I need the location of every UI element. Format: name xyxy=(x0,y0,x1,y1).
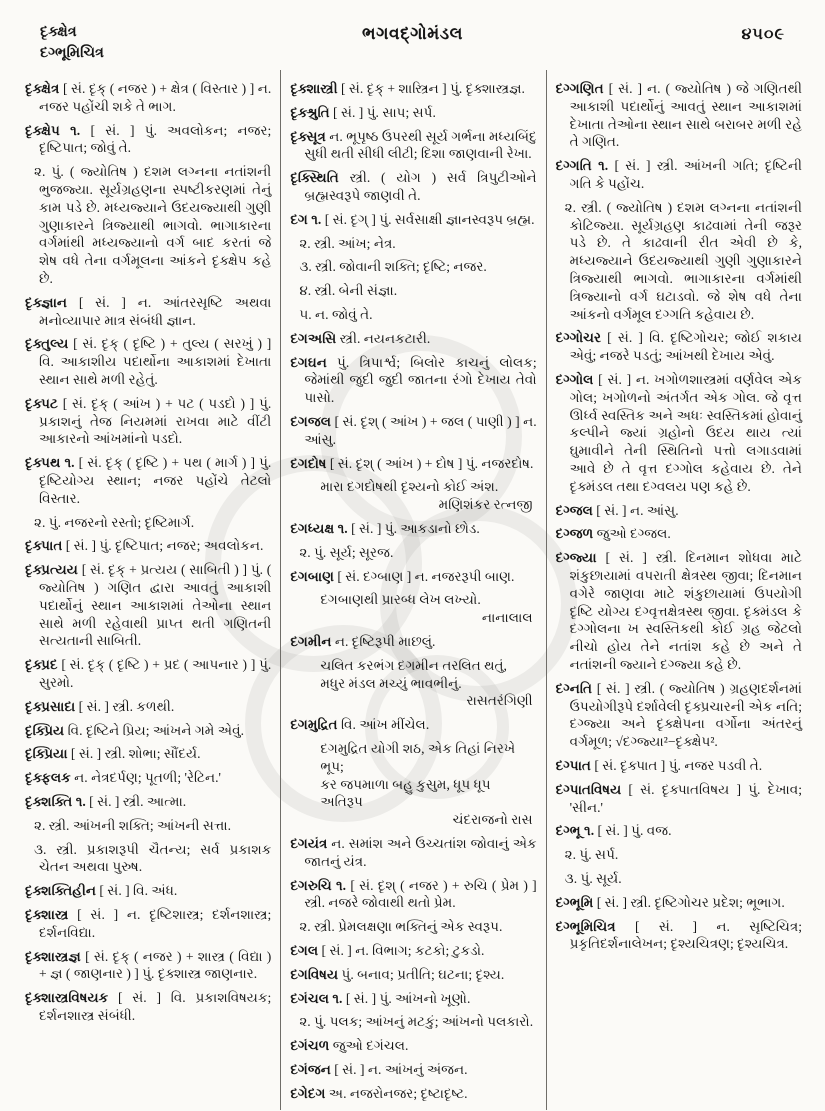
headword: દૃક્શાસ્ત્ર xyxy=(25,906,69,922)
headword: દગદોષ xyxy=(290,455,327,471)
headword: દગ્ગતિ ૧. xyxy=(555,158,609,174)
book-title: ભગવદ્ગોમંડલ xyxy=(362,24,463,43)
dictionary-entry: દૃક્પ્રસાદા [ સં. ] સ્ત્રી. કળથી. xyxy=(25,698,175,714)
quote-attribution: ચંદરાજનો રાસ xyxy=(452,812,533,828)
headword: દગ્પાતવિષય xyxy=(555,781,622,797)
dictionary-entry: દૃક્સ્થિતિ સ્ત્રી. ( યોગ ) સર્વ ત્રિપુટીઓને બ્રહ્મસ્વરૂપે જાણવી તે. xyxy=(290,170,537,204)
dictionary-entry: દૃક્શાસ્ત્રી [ સં. દૃક્ + શાસ્ત્રિન ] પું. દૃક્શાસ્ત્રજ્ઞ. xyxy=(290,81,525,97)
dictionary-entry: દગંચલ ૧. [ સં. ] પું. આંખનો ખૂણો. xyxy=(290,990,471,1006)
headword: દગંજન xyxy=(290,1061,331,1077)
headword: દૃક્શાસ્ત્રજ્ઞ xyxy=(25,948,81,964)
headword: દગમુદ્રિત xyxy=(290,717,338,733)
dictionary-entry: દગયંત્ર ન. સમાંશ અને ઉચ્ચતાંશ જોવાનું એક જાતનું યંત્ર. xyxy=(290,835,537,869)
dictionary-entry: દગ્ગતિ ૧. [ સં. ] સ્ત્રી. આંખની ગતિ; દૃષ્ટિની ગતિ કે પહોંચ. xyxy=(555,158,802,192)
dictionary-entry: દૃક્સૂત્ર ન. ભૂપૃષ્ઠ ઉપરથી સૂર્ય ગર્ભના મધ્યબિંદુ સુધી થતી સીધી લીટી; દિશા જાણવાની રેખા. xyxy=(290,128,537,162)
headword: દગ્જળ xyxy=(555,526,594,542)
headword: દૃક્પ્રિય xyxy=(25,722,65,738)
guide-word-first: દૃક્ક્ષેત્ર xyxy=(40,24,77,40)
sense-line: ૨. પું. સર્પ. xyxy=(564,847,619,863)
dictionary-entry: દૃક્શાસ્ત્રવિષયક [ સં. ] વિ. પ્રકાશવિષયક; દર્શનશાસ્ત્ર સંબંધી. xyxy=(25,990,272,1023)
dictionary-entry: દગંજન [ સં. ] ન. આંખનું અંજન. xyxy=(290,1061,468,1077)
headword: દગમીન xyxy=(290,633,332,649)
dictionary-entry: દૃક્શક્તિ ૧. [ સં. ] સ્ત્રી. આત્મા. xyxy=(25,793,187,809)
dictionary-entry: દૃક્શાસ્ત્ર [ સં. ] ન. દૃષ્ટિશાસ્ત્ર; દર્શનશાસ્ત્ર; દર્શનવિદ્યા. xyxy=(25,906,272,940)
sense-line: ૨. પું. ( જ્યોતિષ ) દશમ લગ્નના નતાંશની ભુજજ્યા. સૂર્યગ્રહણના સ્પષ્ટીકરણમાં તેનું કામ પડે છે. મધ્યજ્યાને ઉદયજ્યાથી ગુણી ગુણાકારને ત્રિજ્યાથી ભાગવો. ભાગાકારના વર્ગમાંથી મધ્યજ્યાનો વર્ગ બાદ કરતાં જે શેષ વધે તેના વર્ગમૂલના આંકને દૃક્ક્ષેપ કહે છે. xyxy=(34,164,272,286)
dictionary-entry: દગ્ગણિત [ સં. ] ન. ( જ્યોતિષ ) જે ગણિતથી આકાશી પદાર્થોનું આવતું સ્થાન આકાશમાં દેખાતા તેઓના સ્થાન સાથે બરાબર મળી રહે તે ગણિત. xyxy=(555,81,802,150)
dictionary-entry: દગઅસિ સ્ત્રી. નયનકટારી. xyxy=(290,330,431,346)
headword: દગ ૧. xyxy=(290,211,322,227)
dictionary-entry: દગરુચિ ૧. [ સં. દૃશ્ ( નજર ) + રુચિ ( પ્રેમ ) ] સ્ત્રી. નજરે જોવાથી થતો પ્રેમ. xyxy=(290,877,537,911)
sense-line: ૩. પું. સૂર્ય. xyxy=(564,870,622,886)
guide-word-last: દગ્ભૂમિચિત્ર xyxy=(40,45,104,62)
headword: દૃક્ક્ષેપ ૧. xyxy=(25,122,81,138)
citation-quote xyxy=(290,478,536,514)
dictionary-entry: દૃક્ક્ષેત્ર [ સં. દૃક્ ( નજર ) + ક્ષેત્ર ( વિસ્તાર ) ] ન. નજર પહોંચી શકે તે ભાગ. xyxy=(25,81,272,114)
headword: દૃક્શાસ્ત્રી xyxy=(290,81,338,97)
dictionary-entry: દગ્ભૂ ૧. [ સં. ] પું. વજ. xyxy=(555,823,672,839)
dictionary-entry: દગબાણ [ સં. દગ્બાણ ] ન. નજરરૂપી બાણ. xyxy=(290,568,515,584)
headword: દૃક્જ્ઞાન xyxy=(25,294,68,310)
sense-line: ૨. સ્ત્રી. આંખની શક્તિ; આંખની સત્તા. xyxy=(34,817,232,833)
dictionary-entry: દૃક્પાત [ સં. ] પું. દૃષ્ટિપાત; નજર; અવલોકન. xyxy=(25,538,264,554)
quote-line: ચલિત કરભંગ દગમીન તરલિત થતું, xyxy=(320,657,507,673)
sense-line: ૨. પું. પલક; આંખનું મટકું; આંખનો પલકારો. xyxy=(299,1014,534,1030)
citation-quote xyxy=(290,591,536,627)
guide-words xyxy=(40,22,255,64)
dictionary-entry: દૃક્પ્રિય વિ. દૃષ્ટિને પ્રિય; આંખને ગમે એવું. xyxy=(25,722,244,738)
dictionary-entry: દગ્ગોલ [ સં. ] ન. ખગોળશાસ્ત્રમાં વર્ણવેલ એક ગોલ; ખગોળનો અંતર્ગત એક ગોલ. જે વૃત્ત ઊર્ધ્વ સ્વસ્તિક અને અધઃ સ્વસ્તિકમાં હોવાનું કલ્પીને જ્યાં ગ્રહોનો ઉદય થાય ત્યાં ઘુમાવીને તેની સ્થિતિનો પત્તો લગાડવામાં આવે છે તે વૃત્ત દગ્ગોલ કહેવાય છે. તેને દૃક્મંડલ તથા દગ્વલય પણ કહે છે. xyxy=(555,371,802,494)
dictionary-entry: દૃક્શક્તિહીન [ સં. ] વિ. અંધ. xyxy=(25,883,178,899)
headword: દૃક્શક્તિહીન xyxy=(25,883,96,899)
headword: દગરુચિ ૧. xyxy=(290,877,347,893)
citation-quote xyxy=(290,740,536,829)
headword: દૃક્ક્ષેત્ર xyxy=(25,81,60,97)
dictionary-entry: દૃક્ફલક ન. નેત્રદર્પણ; પૂતળી; 'રેટિન.' xyxy=(25,770,221,786)
headword: દગવિષય xyxy=(290,966,339,982)
dictionary-column xyxy=(280,70,545,1110)
text-columns xyxy=(16,70,811,1110)
headword: દૃક્પ્રત્યય xyxy=(25,562,78,578)
headword: દગયંત્ર xyxy=(290,835,328,851)
running-head xyxy=(0,0,825,66)
dictionary-entry: દગમુદ્રિત વિ. આંખ મીંચેલ. xyxy=(290,717,430,733)
sense-line: ૨. પું. સૂર્ય; સૂરજ. xyxy=(299,544,394,560)
sense-line: ૨. પું. નજરનો રસ્તો; દૃષ્ટિમાર્ગ. xyxy=(34,514,195,530)
dictionary-column xyxy=(16,70,280,1110)
dictionary-entry: દગજલ [ સં. દૃશ્ ( આંખ ) + જલ ( પાણી ) ] ન. આંસુ. xyxy=(290,413,537,447)
headword: દૃક્પટ xyxy=(25,395,58,411)
dictionary-entry: દગ્જલ [ સં. ] ન. આંસુ. xyxy=(555,502,679,518)
headword: દગ્ગોચર xyxy=(555,330,601,346)
headword: દૃક્પ્રિયા xyxy=(25,746,68,762)
dictionary-entry: દગ ૧. [ સં. દૃગ્ ] પું. સર્વસાક્ષી જ્ઞાનસ્વરૂપ બ્રહ્મ. xyxy=(290,211,535,227)
sense-line: ૨. સ્ત્રી. ( જ્યોતિષ ) દશમ લગ્નના નતાંશની કોટિજ્યા. સૂર્યગ્રહણ કાઢવામાં તેની જરૂર પડે છે. તે કાઢવાની રીત એવી છે કે, મધ્યજ્યાને ઉદયજ્યાથી ગુણી ગુણાકારને ત્રિજ્યાથી ભાગવો. ભાગાકારના વર્ગમાંથી ત્રિજ્યાનો વર્ગ ઘટાડવો. જે શેષ વધે તેના આંકનો વર્ગમૂલ દગ્ગતિ કહેવાય છે. xyxy=(564,199,802,322)
headword: દગધ્યક્ષ ૧. xyxy=(290,520,348,536)
dictionary-entry: દગઘન પું. ત્રિપાર્શ્વ; બિલોર કાચનું લોલક; જેમાંથી જુદી જુદી જાતના રંગો દેખાય તેવો પાસો. xyxy=(290,354,537,406)
citation-quote xyxy=(290,657,536,710)
dictionary-entry: દગધ્યક્ષ ૧. [ સં. ] પું. આકડાનો છોડ. xyxy=(290,520,480,536)
headword: દગ્ભૂ ૧. xyxy=(555,823,595,839)
headword: દૃક્પ્રદ xyxy=(25,657,58,673)
headword: દૃક્પથ ૧. xyxy=(25,455,75,471)
dictionary-entry: દૃક્પથ ૧. [ સં. દૃક્ ( દૃષ્ટિ ) + પથ ( માર્ગ ) ] પું. દૃષ્ટિયોગ્ય સ્થાન; નજર પહોંચે તેટલો વિસ્તાર. xyxy=(25,455,272,506)
dictionary-entry: દગ્ભૂમિચિત્ર [ સં. ] ન. સૃષ્ટિચિત્ર; પ્રકૃતિદર્શનાલેખન; દૃશ્યચિત્રણ; દૃશ્યચિત્ર. xyxy=(555,918,802,952)
quote-line: મારા દગદોષથી દૃશ્યનો કોઈ અંશ. xyxy=(320,479,499,495)
headword: દગબાણ xyxy=(290,568,334,584)
dictionary-entry: દગલ [ સં. ] ન. વિભાગ; કટકો; ટુકડો. xyxy=(290,942,485,958)
dictionary-entry: દૃક્પ્રિયા [ સં. ] સ્ત્રી. શોભા; સૌંદર્ય. xyxy=(25,746,201,762)
dictionary-entry: દૃક્શાસ્ત્રજ્ઞ [ સં. દૃક્ ( નજર ) + શાસ્ત્ર ( વિદ્યા ) + જ્ઞ ( જાણનાર ) ] પું. દૃક્શાસ્ત્ર જાણનાર. xyxy=(25,948,272,982)
dictionary-entry: દગ્નતિ [ સં. ] સ્ત્રી. ( જ્યોતિષ ) ગ્રહણદર્શનમાં ઉપયોગીરૂપે દર્શાવેલી દૃક્પ્રચારની એક નતિ; દગ્જ્યા અને દૃક્ક્ષેપના વર્ગોના અંતરનું વર્ગમૂળ; √દગ્જ્યા²−દૃક્ક્ષેપ². xyxy=(555,680,802,750)
headword: દૃક્શાસ્ત્રવિષયક xyxy=(25,990,109,1006)
headword: દૃક્પાત xyxy=(25,538,63,554)
headword: દગઘન xyxy=(290,354,327,370)
dictionary-entry: દગ્પાત [ સં. દૃક્પાત ] પું. નજર પડવી તે. xyxy=(555,757,763,773)
headword: દગંચળ xyxy=(290,1038,330,1054)
headword: દગજલ xyxy=(290,413,331,429)
headword: દૃક્ફલક xyxy=(25,770,71,786)
sense-line: ૨. સ્ત્રી. આંખ; નેત્ર. xyxy=(299,235,396,251)
dictionary-entry: દગંચળ જુઓ દગંચલ. xyxy=(290,1038,409,1054)
sense-line: ૨. સ્ત્રી. પ્રેમલક્ષણા ભક્તિનું એક સ્વરૂપ. xyxy=(299,919,503,935)
quote-attribution: મણિશંકર રત્નજી xyxy=(438,497,533,513)
dictionary-entry: દગવિષય પું. બનાવ; પ્રતીતિ; ઘટના; દૃશ્ય. xyxy=(290,966,505,982)
headword: દૃક્સ્થિતિ xyxy=(290,170,339,186)
headword: દગ્ભૂમિચિત્ર xyxy=(555,918,616,934)
dictionary-entry: દગ્ગોચર [ સં. ] વિ. દૃષ્ટિગોચર; જોઈ શકાય એવું; નજરે પડતું; આંખથી દેખાય એવું. xyxy=(555,330,802,364)
headword: દગેદગ xyxy=(290,1085,326,1101)
dictionary-entry: દગેદગ અ. નજરોનજર; દૃષ્ટાદૃષ્ટ. xyxy=(290,1085,468,1101)
quote-line: મધુર મંડલ મચ્યું ભાવભીનું. xyxy=(320,675,462,691)
headword: દૃક્શ્રુતિ xyxy=(290,104,330,120)
headword: દૃક્તુલ્ય xyxy=(25,336,69,352)
headword: દગ્જલ xyxy=(555,502,593,518)
dictionary-entry: દગ્જ્યા [ સં. ] સ્ત્રી. દિનમાન શોધવા માટે શંકુછાયામાં વપરાતી ક્ષેત્રસ્થ જીવા; દિનમાન વગેરે જાણવા માટે શંકુછાયામાં ઉપયોગી દૃષ્ટિ યોગ્ય દગ્વૃત્તક્ષેત્રસ્થ જીવા. દૃક્મંડલ કે દગ્ગોલના ખ સ્વસ્તિકથી કોઈ ગ્રહ જેટલો નીચો હોય તેને નતાંશ કહે છે અને તે નતાંશની જ્યાને દગ્જ્યા કહે છે. xyxy=(555,550,802,672)
headword: દગઅસિ xyxy=(290,330,337,346)
headword: દૃક્શક્તિ ૧. xyxy=(25,793,86,809)
dictionary-entry: દૃક્શ્રુતિ [ સં. ] પું. સાપ; સર્પ. xyxy=(290,104,436,120)
headword: દગંચલ ૧. xyxy=(290,990,343,1006)
dictionary-entry: દૃક્પ્રત્યય [ સં. દૃક્ + પ્રત્યય ( સાબિતી ) ] પું. ( જ્યોતિષ ) ગણિત દ્વારા આવતું આકાશી પદાર્થોનું સ્થાન આકાશમાં તેઓના સ્થાન સાથે મળી રહેવાથી પ્રાપ્ત થતી ગણિતની સત્યતાની સાબિતી. xyxy=(25,562,272,649)
sense-line: ૪. સ્ત્રી. બેની સંજ્ઞા. xyxy=(299,283,398,299)
headword: દગ્ગણિત xyxy=(555,81,604,97)
headword: દગ્ગોલ xyxy=(555,371,594,387)
dictionary-entry: દગ્જળ જુઓ દગ્જલ. xyxy=(555,526,671,542)
sense-line: ૩. સ્ત્રી. પ્રકાશરૂપી ચૈતન્ય; સર્વ પ્રકાશક ચેતન અથવા પુરુષ. xyxy=(34,841,272,875)
headword: દગ્નતિ xyxy=(555,680,592,696)
page-number: ૪૫૦૯ xyxy=(741,26,785,43)
sense-line: ૫. ન. જોવું તે. xyxy=(299,307,373,322)
quote-attribution: રાસતરંગિણી xyxy=(466,693,533,709)
dictionary-column xyxy=(546,70,811,1110)
headword: દગ્ભૂમિ xyxy=(555,894,594,910)
dictionary-entry: દૃક્ક્ષેપ ૧. [ સં. ] પું. અવલોકન; નજર; દૃષ્ટિપાત; જોવું તે. xyxy=(25,122,272,156)
dictionary-entry: દગ્પાતવિષય [ સં. દૃક્પાતવિષય ] પું. દેખાવ; 'સીન.' xyxy=(555,781,802,815)
quote-line: દગબાણથી પ્રારબ્ધ લેખ લખ્યો. xyxy=(320,592,481,608)
dictionary-entry: દૃક્પ્રદ [ સં. દૃક્ ( દૃષ્ટિ ) + પ્રદ ( આપનાર ) ] પું. સુરમો. xyxy=(25,657,272,690)
dictionary-entry: દૃક્તુલ્ય [ સં. દૃક્ ( દૃષ્ટિ ) + તુલ્ય ( સરખું ) ] વિ. આકાશીય પદાર્થોના આકાશમાં દેખાતા સ્થાન સાથે મળી રહેતું. xyxy=(25,336,272,387)
quote-line: દગમુદ્રિત યોગી શઠ, એક તિહાં નિરખે ભૂપ; xyxy=(320,740,516,774)
quote-attribution: નાનાલાલ xyxy=(481,610,533,626)
headword: દૃક્સૂત્ર xyxy=(290,128,326,144)
quote-line: કર જપમાળા બહુ કુસુમ, ધૂપ ધૂપ અતિરૂપ xyxy=(320,776,491,810)
headword: દૃક્પ્રસાદા xyxy=(25,698,76,714)
headword: દગ્જ્યા xyxy=(555,550,597,566)
headword: દગ્પાત xyxy=(555,757,591,773)
dictionary-entry: દગમીન ન. દૃષ્ટિરૂપી માછલું. xyxy=(290,633,436,649)
dictionary-entry: દગ્ભૂમિ [ સં. ] સ્ત્રી. દૃષ્ટિગોચર પ્રદેશ; ભૂભાગ. xyxy=(555,894,785,910)
sense-line: ૩. સ્ત્રી. જોવાની શક્તિ; દૃષ્ટિ; નજર. xyxy=(299,259,487,275)
headword: દગલ xyxy=(290,942,319,958)
dictionary-entry: દગદોષ [ સં. દૃશ્ ( આંખ ) + દોષ ] પું. નજરદોષ. xyxy=(290,455,534,471)
dictionary-entry: દૃક્પટ [ સં. દૃક્ ( આંખ ) + પટ ( પડદો ) ] પું. પ્રકાશનું તેજ નિયમમાં રાખવા માટે વીંટી આકારનો આંખમાંનો પડદો. xyxy=(25,395,272,447)
dictionary-entry: દૃક્જ્ઞાન [ સં. ] ન. આંતરસૃષ્ટિ અથવા મનોવ્યાપાર માત્ર સંબંધી જ્ઞાન. xyxy=(25,294,272,328)
